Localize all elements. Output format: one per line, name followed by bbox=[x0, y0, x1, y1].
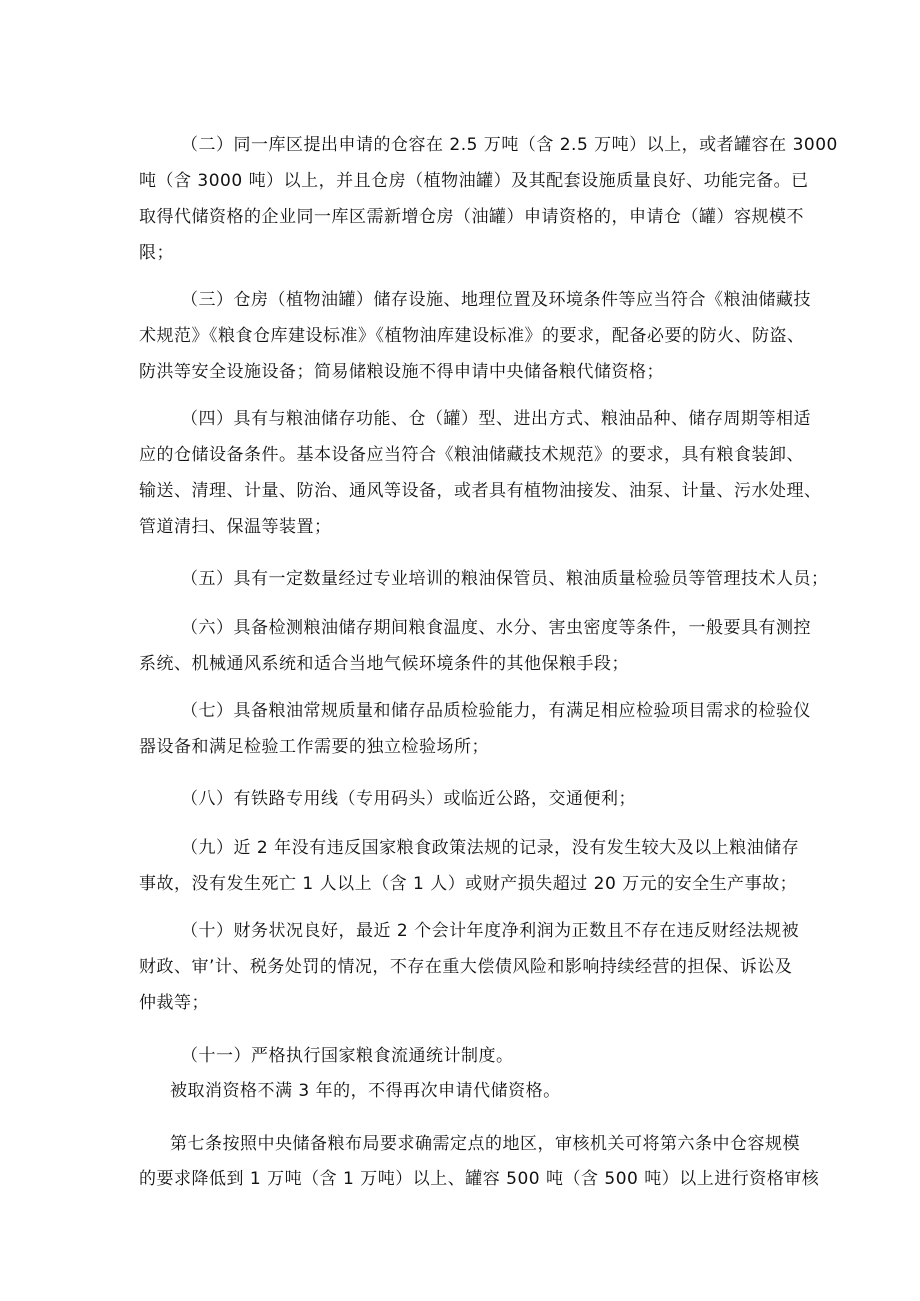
paragraph-line: （九）近 2 年没有违反国家粮食政策法规的记录，没有发生较大及以上粮油储存 bbox=[181, 838, 800, 858]
paragraph-line: 限； bbox=[139, 243, 174, 263]
paragraph-line: （四）具有与粮油储存功能、仓（罐）型、进出方式、粮油品种、储存周期等相适 bbox=[181, 409, 811, 429]
paragraph-line: 仲裁等； bbox=[139, 993, 209, 1013]
paragraph-line: 输送、清理、计量、防治、通风等设备，或者具有植物油接发、油泵、计量、污水处理、 bbox=[139, 481, 822, 501]
paragraph-line: 吨（含 3000 吨）以上，并且仓房（植物油罐）及其配套设施质量良好、功能完备。已 bbox=[139, 171, 809, 191]
paragraph-line: 术规范》《粮食仓库建设标准》《植物油库建设标准》的要求，配备必要的防火、防盗、 bbox=[139, 326, 805, 346]
paragraph-line: （十一）严格执行国家粮食流通统计制度。 bbox=[181, 1046, 514, 1066]
paragraph-line: 的要求降低到 1 万吨（含 1 万吨）以上、罐容 500 吨（含 500 吨）以上进行资格审核 bbox=[139, 1169, 820, 1189]
paragraph-line: 系统、机械通风系统和适合当地气候环境条件的其他保粮手段； bbox=[139, 654, 629, 674]
paragraph-line: （八）有铁路专用线（专用码头）或临近公路，交通便利； bbox=[181, 789, 636, 809]
paragraph-line: 防洪等安全设施设备；简易储粮设施不得申请中央储备粮代储资格； bbox=[139, 362, 664, 382]
paragraph-line: 被取消资格不满 3 年的，不得再次申请代储资格。 bbox=[170, 1081, 561, 1101]
paragraph-line: （六）具备检测粮油储存期间粮食温度、水分、害虫密度等条件，一般要具有测控 bbox=[181, 618, 811, 638]
paragraph-line: 管道清扫、保温等装置； bbox=[139, 517, 332, 537]
paragraph-line: （七）具备粮油常规质量和储存品质检验能力，有满足相应检验项目需求的检验仪 bbox=[181, 701, 811, 721]
paragraph-line: 取得代储资格的企业同一库区需新增仓房（油罐）申请资格的，申请仓（罐）容规模不 bbox=[139, 207, 804, 227]
paragraph-line: （十）财务状况良好，最近 2 个会计年度净利润为正数且不存在违反财经法规被 bbox=[181, 921, 800, 941]
paragraph-line: 事故，没有发生死亡 1 人以上（含 1 人）或财产损失超过 20 万元的安全生产事故； bbox=[139, 874, 798, 894]
paragraph-line: 器设备和满足检验工作需要的独立检验场所； bbox=[139, 737, 489, 757]
paragraph-line: （五）具有一定数量经过专业培训的粮油保管员、粮油质量检验员等管理技术人员； bbox=[181, 569, 829, 589]
paragraph-line: 财政、审’计、税务处罚的情况，不存在重大偿债风险和影响持续经营的担保、诉讼及 bbox=[139, 957, 793, 977]
paragraph-line: （三）仓房（植物油罐）储存设施、地理位置及环境条件等应当符合《粮油储藏技 bbox=[181, 290, 811, 310]
paragraph-line: 第七条按照中央储备粮布局要求确需定点的地区，审核机关可将第六条中仓容规模 bbox=[170, 1134, 800, 1154]
paragraph-line: （二）同一库区提出申请的仓容在 2.5 万吨（含 2.5 万吨）以上，或者罐容在 3000 bbox=[181, 135, 838, 155]
paragraph-line: 应的仓储设备条件。基本设备应当符合《粮油储藏技术规范》的要求，具有粮食装卸、 bbox=[139, 445, 804, 465]
